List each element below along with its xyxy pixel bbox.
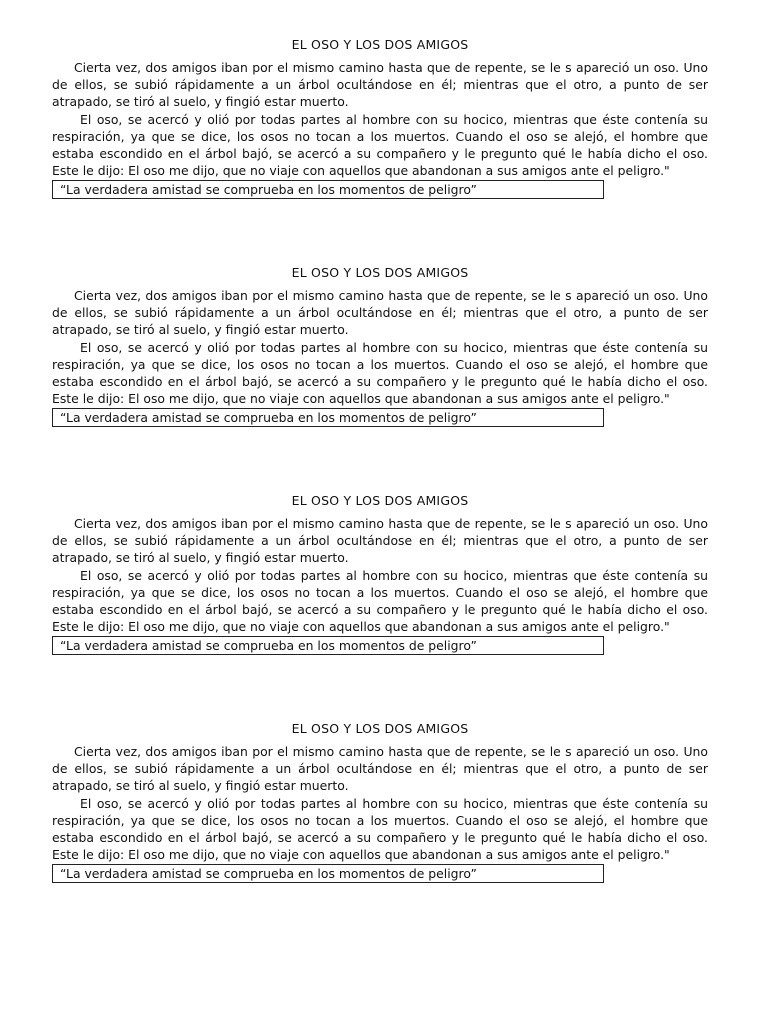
story-paragraph-1: Cierta vez, dos amigos iban por el mismo camino hasta que de repente, se le s apareció un oso. Uno de ellos, se subió rápidamente a un árbol ocultándose en él; mientras que el otro, a punto de ser atrapado, se tiró al suelo, y fingió estar muerto. [52, 60, 708, 110]
story-4 [52, 720, 708, 883]
story-body [52, 287, 708, 407]
story-paragraph-1: Cierta vez, dos amigos iban por el mismo camino hasta que de repente, se le s apareció un oso. Uno de ellos, se subió rápidamente a un árbol ocultándose en él; mientras que el otro, a punto de ser atrapado, se tiró al suelo, y fingió estar muerto. [52, 516, 708, 566]
story-paragraph-2: El oso, se acercó y olió por todas partes al hombre con su hocico, mientras que éste contenía su respiración, ya que se dice, los osos no tocan a los muertos. Cuando el oso se alejó, el hombre que estaba escondido en el árbol bajó, se acercó a su compañero y le pregunto qué le había dicho el oso. Este le dijo: El oso me dijo, que no viaje con aquellos que abandonan a sus amigos ante el peligro." [52, 795, 708, 863]
story-1 [52, 36, 708, 199]
story-title: EL OSO Y LOS DOS AMIGOS [291, 265, 469, 280]
story-paragraph-1: Cierta vez, dos amigos iban por el mismo camino hasta que de repente, se le s apareció un oso. Uno de ellos, se subió rápidamente a un árbol ocultándose en él; mientras que el otro, a punto de ser atrapado, se tiró al suelo, y fingió estar muerto. [52, 744, 708, 794]
story-body [52, 515, 708, 635]
story-body [52, 743, 708, 863]
story-2 [52, 264, 708, 427]
story-title: EL OSO Y LOS DOS AMIGOS [291, 37, 469, 52]
story-title: EL OSO Y LOS DOS AMIGOS [291, 721, 469, 736]
story-paragraph-2: El oso, se acercó y olió por todas partes al hombre con su hocico, mientras que éste contenía su respiración, ya que se dice, los osos no tocan a los muertos. Cuando el oso se alejó, el hombre que estaba escondido en el árbol bajó, se acercó a su compañero y le pregunto qué le había dicho el oso. Este le dijo: El oso me dijo, que no viaje con aquellos que abandonan a sus amigos ante el peligro." [52, 339, 708, 407]
story-paragraph-2: El oso, se acercó y olió por todas partes al hombre con su hocico, mientras que éste contenía su respiración, ya que se dice, los osos no tocan a los muertos. Cuando el oso se alejó, el hombre que estaba escondido en el árbol bajó, se acercó a su compañero y le pregunto qué le había dicho el oso. Este le dijo: El oso me dijo, que no viaje con aquellos que abandonan a sus amigos ante el peligro." [52, 111, 708, 179]
story-paragraph-2: El oso, se acercó y olió por todas partes al hombre con su hocico, mientras que éste contenía su respiración, ya que se dice, los osos no tocan a los muertos. Cuando el oso se alejó, el hombre que estaba escondido en el árbol bajó, se acercó a su compañero y le pregunto qué le había dicho el oso. Este le dijo: El oso me dijo, que no viaje con aquellos que abandonan a sus amigos ante el peligro." [52, 567, 708, 635]
story-title: EL OSO Y LOS DOS AMIGOS [291, 493, 469, 508]
story-paragraph-1: Cierta vez, dos amigos iban por el mismo camino hasta que de repente, se le s apareció un oso. Uno de ellos, se subió rápidamente a un árbol ocultándose en él; mientras que el otro, a punto de ser atrapado, se tiró al suelo, y fingió estar muerto. [52, 288, 708, 338]
moral-box: “La verdadera amistad se comprueba en los momentos de peligro” [52, 408, 604, 427]
moral-box: “La verdadera amistad se comprueba en los momentos de peligro” [52, 636, 604, 655]
story-body [52, 59, 708, 179]
moral-box: “La verdadera amistad se comprueba en los momentos de peligro” [52, 864, 604, 883]
story-3 [52, 492, 708, 655]
moral-box: “La verdadera amistad se comprueba en los momentos de peligro” [52, 180, 604, 199]
